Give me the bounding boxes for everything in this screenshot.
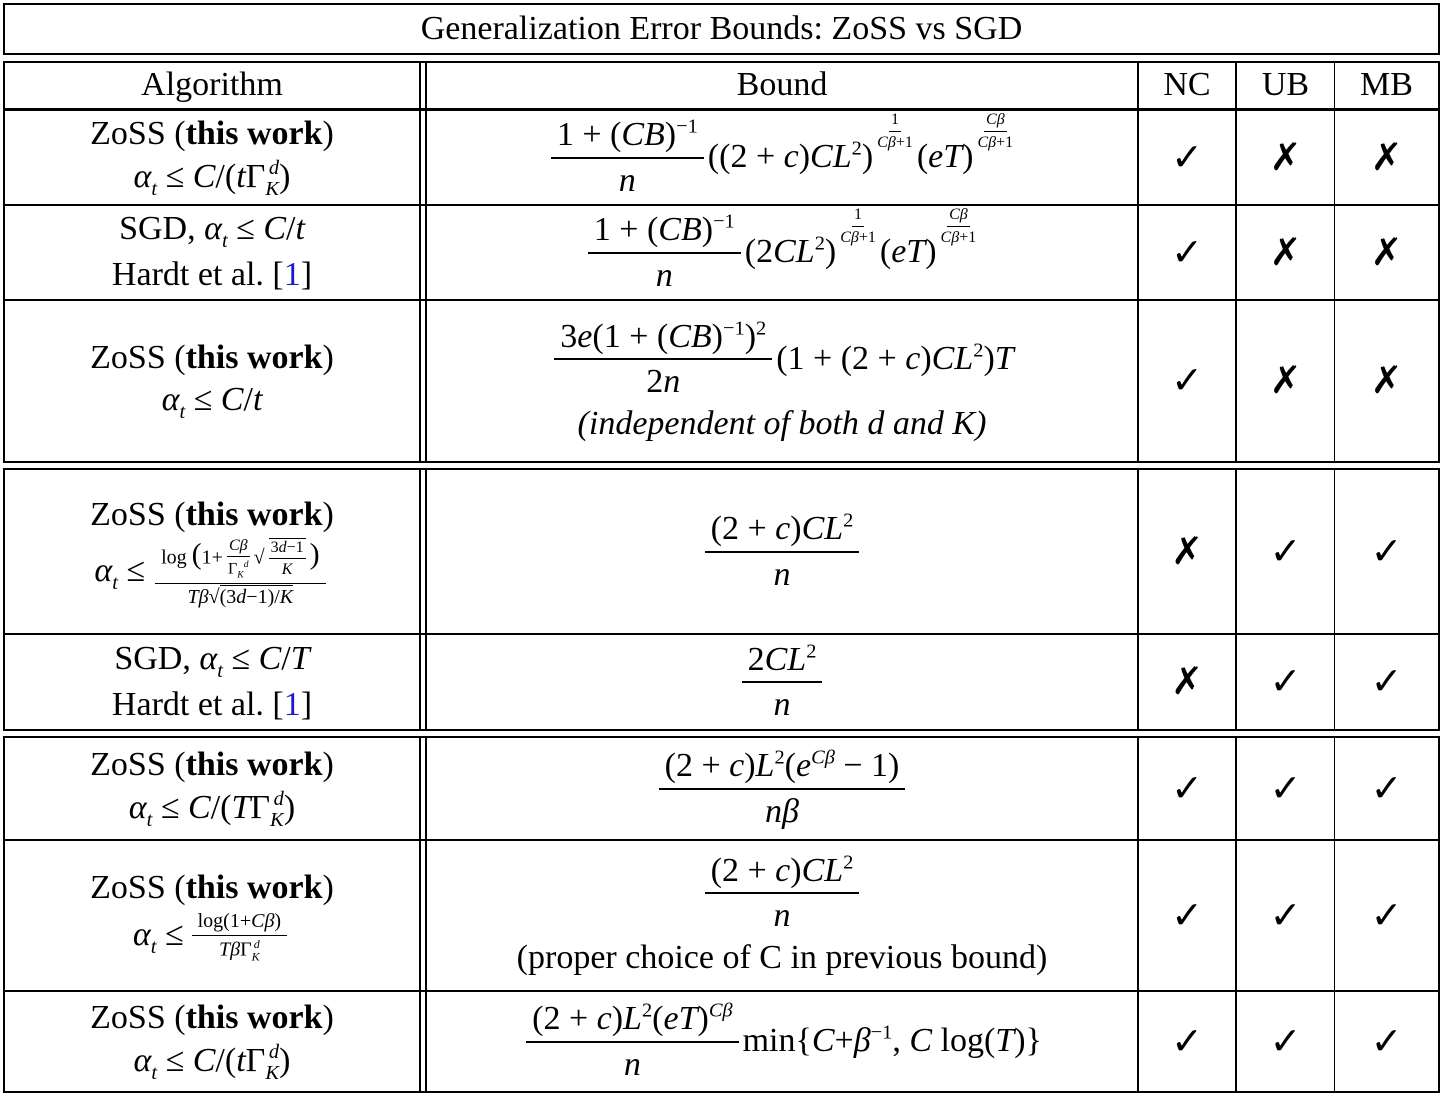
algorithm-name: ZoSS (this work) [90,746,334,784]
algorithm-cell [5,206,421,299]
bound-note: (proper choice of C in previous bound) [516,939,1048,977]
mb-cell [1335,992,1438,1091]
cross-icon: ✗ [1370,358,1403,403]
cross-icon: ✗ [1269,229,1302,274]
step-size-rule: $\alpha_t \le C/(T\Gamma_K^d)$ [128,788,296,831]
algorithm-name: ZoSS (this work) [90,496,334,534]
ub-cell [1237,301,1335,461]
mb-cell [1335,635,1438,729]
check-icon: ✓ [1269,1018,1302,1063]
cross-icon: ✗ [1370,134,1403,179]
bound-formula: $\frac{(2 + c)CL^2}{n}$ [701,509,864,593]
step-size-rule: $\alpha_t$ ≤ $\frac{\log(1+C\beta)}{T\beta\Gamma_K^d}$ [133,910,291,964]
nc-cell [1139,841,1237,990]
check-icon: ✓ [1370,659,1403,704]
ub-cell [1237,470,1335,633]
bound-cell [427,111,1139,204]
reference-link[interactable]: 1 [283,685,301,723]
check-icon: ✓ [1370,528,1403,573]
check-icon: ✓ [1171,134,1203,179]
ub-cell [1237,111,1335,204]
check-icon: ✓ [1171,1018,1203,1063]
table-title: Generalization Error Bounds: ZoSS vs SGD [3,3,1440,55]
bound-cell [427,206,1139,299]
algorithm-cell [5,841,421,990]
check-icon: ✓ [1171,229,1203,274]
citation: Hardt et al. [1] [111,256,313,294]
check-icon: ✓ [1370,1018,1403,1063]
bound-formula: $\frac{1 + (CB)^{-1}}{n}$ $((2 + c)CL^2)$ $\frac{1}{C\beta+1}$ (eT) $\frac{C\beta}{C\beta+1}$ [547,115,1017,199]
mb-cell [1335,301,1438,461]
check-icon: ✓ [1269,528,1302,573]
ub-cell [1237,738,1335,839]
nc-cell [1139,301,1237,461]
nc-cell [1139,992,1237,1091]
algorithm-cell [5,111,421,204]
ub-cell [1237,841,1335,990]
bound-cell [427,738,1139,839]
bound-formula: $\frac{(2 + c)CL^2}{n}$ [701,851,864,935]
nc-cell [1139,470,1237,633]
mb-cell [1335,738,1438,839]
ub-cell [1237,206,1335,299]
step-size-rule: $\alpha_t$ ≤ log (1+ $\frac{C\beta}{\Gamma_K^d}$ √ $\frac{3d-1}{K}$ ) Tβ√(3d−1)/K [94,537,329,609]
mb-cell [1335,841,1438,990]
table-row [5,206,1438,301]
bound-formula: $\frac{1 + (CB)^{-1}}{n}$ $(2CL^2)$ $\frac{1}{C\beta+1}$ (eT) $\frac{C\beta}{C\beta+1}$ [584,210,980,294]
bound-cell [427,841,1139,990]
header-ub: UB [1237,63,1335,108]
cross-icon: ✗ [1269,358,1302,403]
table-section-2 [3,468,1440,731]
check-icon: ✓ [1370,765,1403,810]
check-icon: ✓ [1370,892,1403,937]
check-icon: ✓ [1269,659,1302,704]
bound-note: (independent of both d and K) [577,404,987,442]
step-size-rule: $\alpha_t \le C/(t\Gamma_K^d)$ [133,157,291,200]
algorithm-cell [5,992,421,1091]
header-algorithm: Algorithm [5,63,421,108]
bound-cell [427,470,1139,633]
check-icon: ✓ [1171,358,1203,403]
mb-cell [1335,111,1438,204]
ub-cell [1237,992,1335,1091]
algorithm-cell [5,301,421,461]
bound-formula: $\frac{2CL^2}{n}$ [738,640,827,724]
algorithm-cell [5,470,421,633]
table-row [5,111,1438,206]
check-icon: ✓ [1269,892,1302,937]
nc-cell [1139,206,1237,299]
bound-formula: $\frac{(2 + c)L^2(e^{C\beta} - 1)}{n\beta}$ [655,746,910,830]
algorithm-name: SGD, $\alpha_t \le C/t$ [119,210,305,252]
header-mb: MB [1360,66,1413,104]
table-header-row [5,63,1438,111]
table-row [5,301,1438,461]
reference-link[interactable]: 1 [283,256,301,294]
algorithm-name: ZoSS (this work) [90,999,334,1037]
check-icon: ✓ [1171,765,1203,810]
table-row [5,738,1438,841]
check-icon: ✓ [1171,892,1203,937]
bound-formula: $\frac{(2 + c)L^2(eT)^{C\beta}}{n}$ $\min\{C+\beta^{-1}$, C log(T)} [522,999,1042,1083]
step-size-rule: $\alpha_t \le C/(t\Gamma_K^d)$ [133,1041,291,1084]
algorithm-cell [5,635,421,729]
table-section-3 [3,736,1440,1093]
algorithm-cell [5,738,421,839]
table-row [5,992,1438,1091]
cross-icon: ✗ [1269,134,1302,179]
table-row [5,635,1438,729]
check-icon: ✓ [1269,765,1302,810]
table-section-1 [3,61,1440,463]
ub-cell [1237,635,1335,729]
bound-cell [427,301,1139,461]
header-bound: Bound [427,63,1139,108]
step-size-rule: $\alpha_t \le C/t$ [161,381,263,423]
bound-cell [427,635,1139,729]
bound-formula: $\frac{3e(1 + (CB)^{-1})^2}{2n}$ $(1 + (2 + c)CL^2)T$ [550,317,1013,401]
cross-icon: ✗ [1171,659,1203,704]
nc-cell [1139,111,1237,204]
table-row [5,470,1438,635]
nc-cell [1139,635,1237,729]
algorithm-name: ZoSS (this work) [90,115,334,153]
algorithm-name: ZoSS (this work) [90,338,334,376]
table-row [5,841,1438,992]
nc-cell [1139,738,1237,839]
algorithm-name: ZoSS (this work) [90,869,334,907]
mb-cell [1335,206,1438,299]
bound-cell [427,992,1139,1091]
header-nc: NC [1139,63,1237,108]
algorithm-name: SGD, $\alpha_t \le C/T$ [114,639,310,682]
mb-cell [1335,470,1438,633]
citation: Hardt et al. [1] [111,685,313,723]
cross-icon: ✗ [1171,528,1203,573]
cross-icon: ✗ [1370,229,1403,274]
